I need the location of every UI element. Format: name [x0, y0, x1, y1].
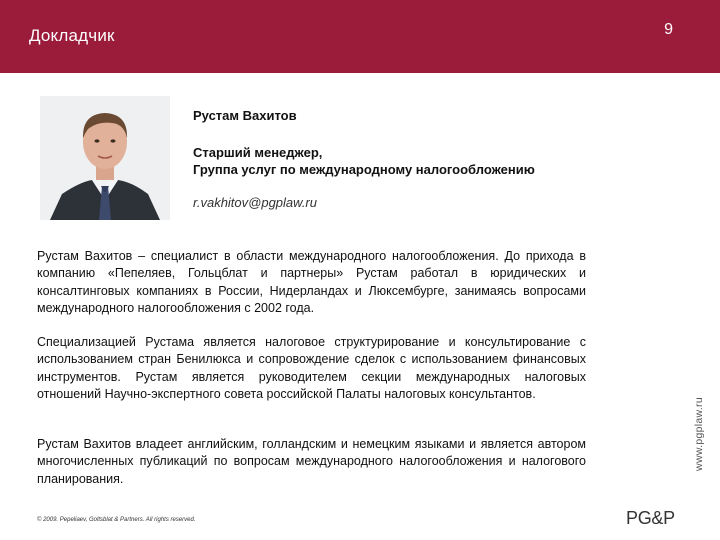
speaker-email-link[interactable]: r.vakhitov@pgplaw.ru — [193, 195, 317, 210]
slide-title: Докладчик — [29, 26, 115, 45]
bio-paragraph-2: Специализацией Рустама является налоговое структурирование и консультирование с использованием стран Бенилюкса и сопровождение сделок с использованием финансовых инструментов. Рустам является руководителем секции международных налоговых отношений Научно-экспертного совета российской Палаты налоговых консультантов. — [37, 335, 586, 402]
header-bar — [0, 0, 720, 73]
speaker-photo — [40, 96, 170, 220]
speaker-role-line1: Старший менеджер, — [193, 145, 323, 160]
side-website-url[interactable]: www.pgplaw.ru — [693, 397, 705, 471]
person-portrait-icon — [40, 96, 170, 220]
speaker-role-line2: Группа услуг по международному налогообложению — [193, 162, 535, 177]
page-number: 9 — [664, 21, 673, 38]
copyright-notice: © 2009. Pepeliaev, Goltsblat & Partners. All rights reserved. — [37, 517, 196, 523]
bio-paragraph-3: Рустам Вахитов владеет английским, голландским и немецким языками и является автором многочисленных публикаций по вопросам международного налогообложения и налогового планирования. — [37, 437, 586, 486]
company-logo: PG&P — [626, 508, 675, 528]
bio-paragraph-1: Рустам Вахитов – специалист в области международного налогообложения. До прихода в компанию «Пепеляев, Гольцблат и партнеры» Рустам работал в юридических и консалтинговых компаниях в России, Нидерландах и Люксембурге, занимаясь вопросами международного налогообложения с 2002 года. — [37, 249, 586, 316]
speaker-name: Рустам Вахитов — [193, 108, 297, 123]
speaker-role — [193, 144, 535, 178]
